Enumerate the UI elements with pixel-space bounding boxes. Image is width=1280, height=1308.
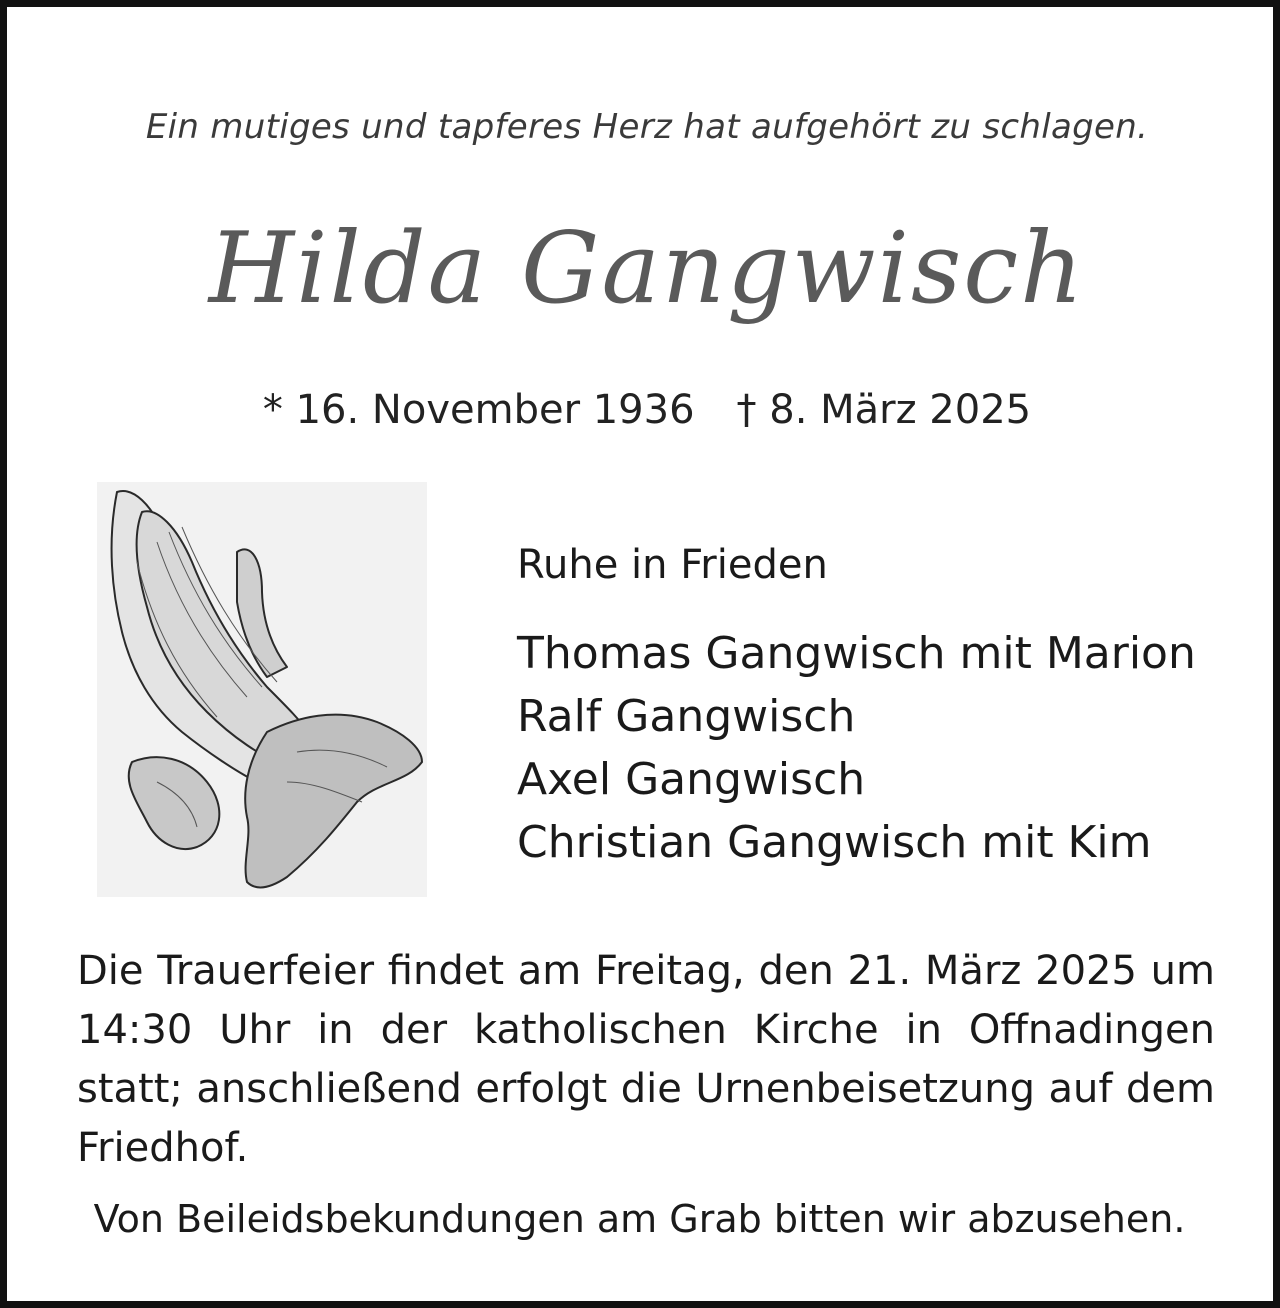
closing-note: Von Beileidsbekundungen am Grab bitten wir abzusehen. bbox=[93, 1197, 1186, 1241]
deceased-name: Hilda Gangwisch bbox=[208, 212, 1086, 326]
motto-text: Ein mutiges und tapferes Herz hat aufgehört zu schlagen. bbox=[145, 107, 1149, 147]
mourner-name: Christian Gangwisch mit Kim bbox=[517, 817, 1152, 868]
mourner-name: Ralf Gangwisch bbox=[517, 691, 856, 742]
mourner-name: Axel Gangwisch bbox=[517, 754, 866, 805]
funeral-service-info: Die Trauerfeier findet am Freitag, den 21. März 2025 um 14:30 Uhr in der katholischen Kirche in Offnadingen statt; anschließend erfolgt die Urnenbeisetzung auf dem Friedhof. bbox=[77, 948, 1215, 1171]
life-dates bbox=[7, 387, 1280, 433]
praying-hands-icon bbox=[97, 482, 427, 897]
mourners-list bbox=[517, 622, 1196, 874]
death-date: † 8. März 2025 bbox=[736, 387, 1032, 433]
rest-in-peace-heading: Ruhe in Frieden bbox=[517, 542, 828, 588]
mourner-name: Thomas Gangwisch mit Marion bbox=[517, 628, 1196, 679]
birth-date: * 16. November 1936 bbox=[262, 387, 695, 433]
